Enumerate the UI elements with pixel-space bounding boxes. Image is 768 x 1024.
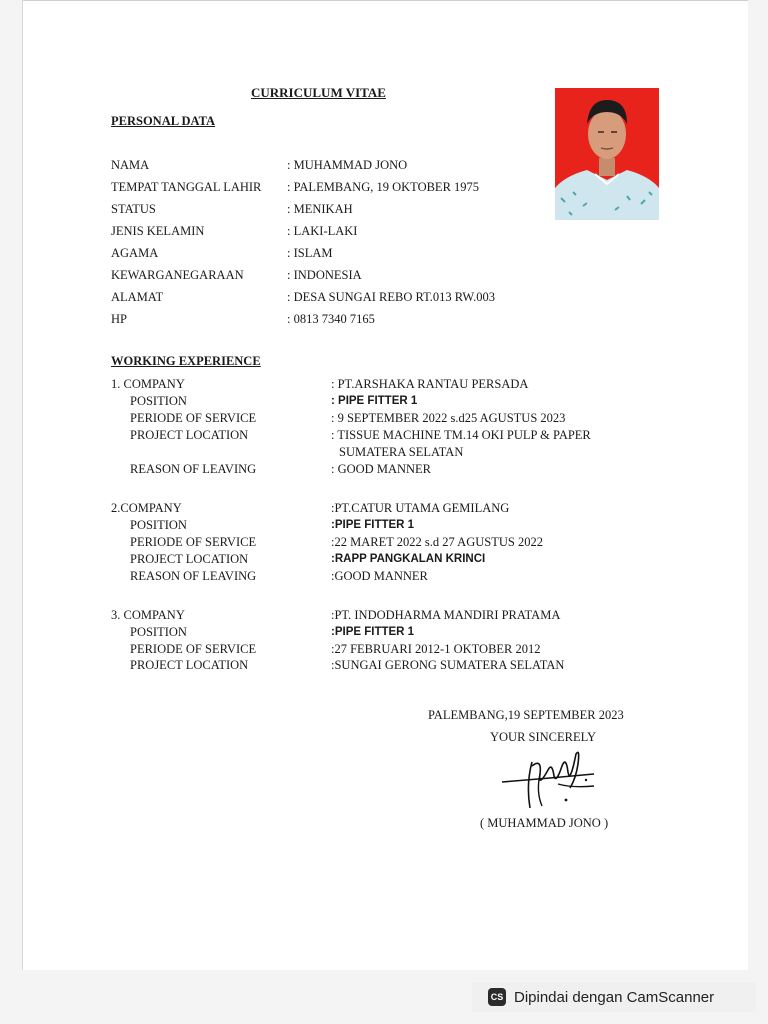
profile-photo [555, 88, 659, 220]
job-position-label: POSITION [130, 394, 187, 408]
personal-value: : LAKI-LAKI [287, 224, 358, 238]
camscanner-logo-icon: CS [488, 988, 506, 1006]
job-location: :SUNGAI GERONG SUMATERA SELATAN [331, 658, 565, 672]
job-position: :PIPE FITTER 1 [331, 626, 415, 638]
handwritten-signature [496, 744, 606, 814]
job-period: :22 MARET 2022 s.d 27 AGUSTUS 2022 [331, 535, 543, 549]
job-reason: : GOOD MANNER [331, 462, 431, 476]
job-company-label: 3. COMPANY [111, 608, 185, 622]
working-experience-heading: WORKING EXPERIENCE [111, 354, 261, 368]
personal-label: ALAMAT [111, 290, 164, 304]
personal-value: : INDONESIA [287, 268, 362, 282]
job-company-label: 1. COMPANY [111, 377, 185, 391]
job-company-label: 2.COMPANY [111, 501, 182, 515]
page-left-edge [22, 0, 23, 970]
page-top-edge [22, 0, 748, 1]
personal-value: : MUHAMMAD JONO [287, 158, 408, 172]
personal-value: : 0813 7340 7165 [287, 312, 375, 326]
job-location: : TISSUE MACHINE TM.14 OKI PULP & PAPER [331, 428, 591, 442]
place-date: PALEMBANG,19 SEPTEMBER 2023 [428, 708, 624, 722]
job-reason-label: REASON OF LEAVING [130, 462, 257, 476]
job-location-label: PROJECT LOCATION [130, 552, 249, 566]
job-position-label: POSITION [130, 518, 187, 532]
job-period: :27 FEBRUARI 2012-1 OKTOBER 2012 [331, 642, 541, 656]
job-company: :PT. INDODHARMA MANDIRI PRATAMA [331, 608, 561, 622]
portrait-image [555, 88, 659, 220]
personal-value: : ISLAM [287, 246, 333, 260]
personal-label: AGAMA [111, 246, 159, 260]
personal-data-heading: PERSONAL DATA [111, 114, 216, 128]
job-position: :PIPE FITTER 1 [331, 519, 415, 531]
camscanner-text: Dipindai dengan CamScanner [514, 988, 715, 1006]
personal-value: : PALEMBANG, 19 OKTOBER 1975 [287, 180, 480, 194]
job-position-label: POSITION [130, 625, 187, 639]
personal-value: : DESA SUNGAI REBO RT.013 RW.003 [287, 290, 495, 304]
personal-label: KEWARGANEGARAAN [111, 268, 244, 282]
job-period: : 9 SEPTEMBER 2022 s.d25 AGUSTUS 2023 [331, 411, 566, 425]
job-period-label: PERIODE OF SERVICE [130, 642, 257, 656]
job-location-label: PROJECT LOCATION [130, 428, 249, 442]
personal-label: STATUS [111, 202, 156, 216]
personal-label: TEMPAT TANGGAL LAHIR [111, 180, 262, 194]
job-period-label: PERIODE OF SERVICE [130, 535, 257, 549]
job-location-label: PROJECT LOCATION [130, 658, 249, 672]
personal-value: : MENIKAH [287, 202, 353, 216]
job-period-label: PERIODE OF SERVICE [130, 411, 257, 425]
job-reason: :GOOD MANNER [331, 569, 428, 583]
job-company: : PT.ARSHAKA RANTAU PERSADA [331, 377, 529, 391]
personal-label: JENIS KELAMIN [111, 224, 205, 238]
camscanner-watermark [472, 982, 756, 1012]
document-title: CURRICULUM VITAE [251, 85, 386, 100]
job-position: : PIPE FITTER 1 [331, 395, 418, 407]
personal-label: HP [111, 312, 127, 326]
job-company: :PT.CATUR UTAMA GEMILANG [331, 501, 510, 515]
signatory-name: ( MUHAMMAD JONO ) [480, 816, 609, 830]
job-location: :RAPP PANGKALAN KRINCI [331, 553, 486, 565]
personal-label: NAMA [111, 158, 150, 172]
job-reason-label: REASON OF LEAVING [130, 569, 257, 583]
job-location-line2: SUMATERA SELATAN [339, 445, 464, 459]
salutation: YOUR SINCERELY [490, 730, 597, 744]
